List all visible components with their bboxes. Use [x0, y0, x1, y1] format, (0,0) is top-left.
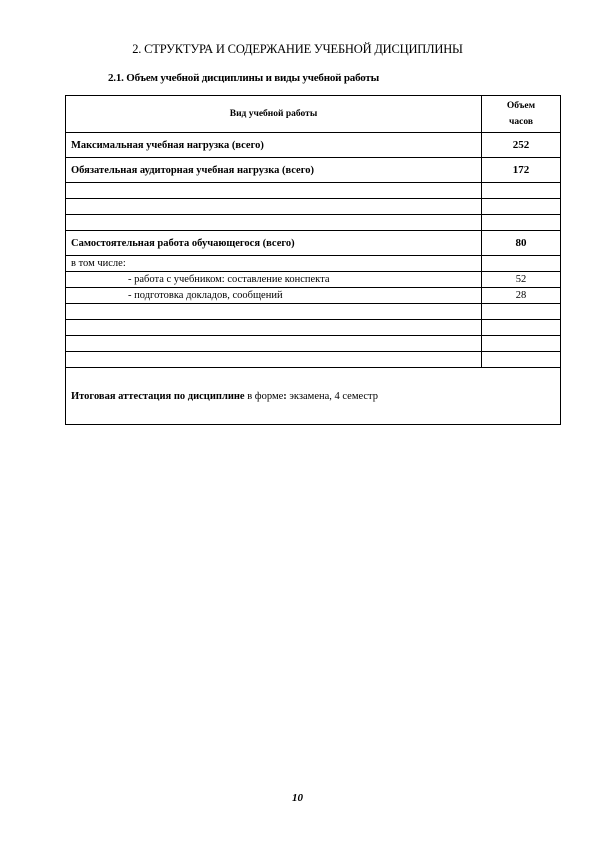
item-reports-value: 28	[482, 288, 561, 304]
header-work-type: Вид учебной работы	[66, 96, 482, 133]
empty-row	[66, 336, 561, 352]
row-independent-work-value: 80	[482, 231, 561, 256]
empty-row	[66, 199, 561, 215]
table-row	[66, 158, 561, 183]
final-assessment-form: в форме	[244, 390, 284, 402]
subsection-heading: 2.1. Объем учебной дисциплины и виды учебной работы	[108, 72, 379, 84]
table-row	[66, 133, 561, 158]
workload-table	[65, 95, 561, 425]
final-assessment-text: экзамена, 4 семестр	[286, 390, 379, 402]
empty-row	[66, 320, 561, 336]
final-assessment-cell	[66, 368, 561, 425]
table-row	[66, 231, 561, 256]
empty-row	[66, 304, 561, 320]
section-heading: 2. СТРУКТУРА И СОДЕРЖАНИЕ УЧЕБНОЙ ДИСЦИПЛИНЫ	[132, 42, 463, 56]
item-reports-label: - подготовка докладов, сообщений	[66, 288, 482, 304]
table-row	[66, 288, 561, 304]
including-label: в том числе:	[66, 256, 482, 272]
table-header-row	[66, 96, 561, 133]
row-max-load-value: 252	[482, 133, 561, 158]
empty-row	[66, 183, 561, 199]
row-max-load-label: Максимальная учебная нагрузка (всего)	[66, 133, 482, 158]
item-textbook-value: 52	[482, 272, 561, 288]
final-assessment-row	[66, 368, 561, 425]
page-number: 10	[292, 792, 303, 804]
row-mandatory-load-value: 172	[482, 158, 561, 183]
header-hours-line1: Объем	[506, 101, 536, 111]
row-mandatory-load-label: Обязательная аудиторная учебная нагрузка (всего)	[66, 158, 482, 183]
final-assessment-bold: Итоговая аттестация по дисциплине	[71, 390, 245, 402]
header-hours-line2: часов	[509, 117, 533, 127]
item-textbook-label: - работа с учебником: составление конспекта	[66, 272, 482, 288]
final-assessment-colon: :	[283, 390, 287, 402]
empty-row	[66, 352, 561, 368]
table-row	[66, 256, 561, 272]
empty-row	[66, 215, 561, 231]
table-row	[66, 272, 561, 288]
row-independent-work-label: Самостоятельная работа обучающегося (всего)	[66, 231, 482, 256]
header-hours	[482, 96, 561, 133]
